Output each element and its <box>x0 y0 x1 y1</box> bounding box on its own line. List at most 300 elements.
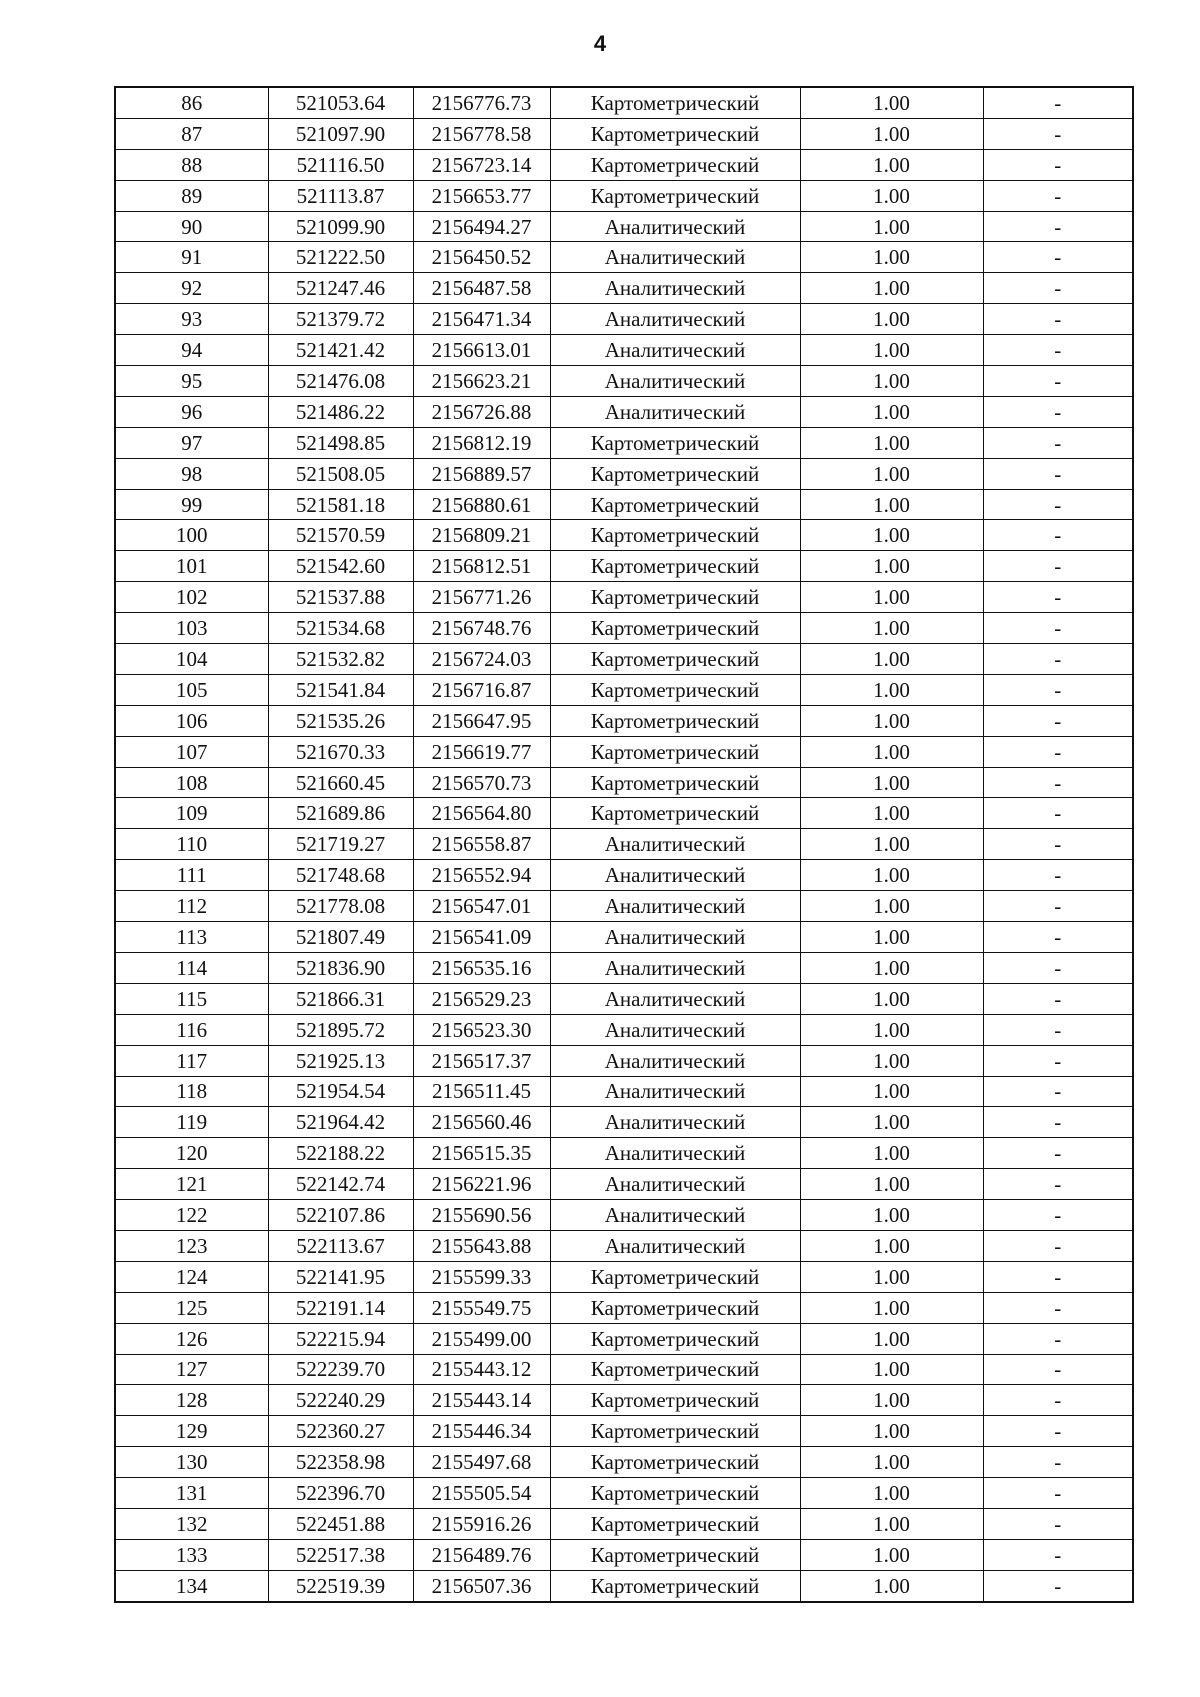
table-row <box>115 1478 1133 1509</box>
description-cell: - <box>983 613 1133 644</box>
point-number-cell: 99 <box>115 489 268 520</box>
y-coordinate-cell: 2155497.68 <box>413 1447 550 1478</box>
table-row <box>115 1169 1133 1200</box>
description-cell: - <box>983 1385 1133 1416</box>
description-cell: - <box>983 1447 1133 1478</box>
accuracy-cell: 1.00 <box>800 952 983 983</box>
y-coordinate-cell: 2156812.51 <box>413 551 550 582</box>
method-cell: Картометрический <box>550 1385 800 1416</box>
table-row <box>115 211 1133 242</box>
x-coordinate-cell: 521247.46 <box>268 273 413 304</box>
table-row <box>115 520 1133 551</box>
point-number-cell: 124 <box>115 1261 268 1292</box>
x-coordinate-cell: 521866.31 <box>268 983 413 1014</box>
table-row <box>115 366 1133 397</box>
y-coordinate-cell: 2156723.14 <box>413 149 550 180</box>
description-cell: - <box>983 304 1133 335</box>
point-number-cell: 133 <box>115 1539 268 1570</box>
method-cell: Аналитический <box>550 829 800 860</box>
accuracy-cell: 1.00 <box>800 983 983 1014</box>
table-row <box>115 87 1133 118</box>
description-cell: - <box>983 1076 1133 1107</box>
y-coordinate-cell: 2156511.45 <box>413 1076 550 1107</box>
method-cell: Картометрический <box>550 1354 800 1385</box>
accuracy-cell: 1.00 <box>800 1323 983 1354</box>
description-cell: - <box>983 520 1133 551</box>
y-coordinate-cell: 2156489.76 <box>413 1539 550 1570</box>
y-coordinate-cell: 2156547.01 <box>413 891 550 922</box>
y-coordinate-cell: 2156889.57 <box>413 458 550 489</box>
table-row <box>115 1261 1133 1292</box>
point-number-cell: 112 <box>115 891 268 922</box>
x-coordinate-cell: 521964.42 <box>268 1107 413 1138</box>
table-row <box>115 922 1133 953</box>
x-coordinate-cell: 521486.22 <box>268 396 413 427</box>
x-coordinate-cell: 521421.42 <box>268 335 413 366</box>
x-coordinate-cell: 521476.08 <box>268 366 413 397</box>
table-row <box>115 1508 1133 1539</box>
description-cell: - <box>983 458 1133 489</box>
y-coordinate-cell: 2156748.76 <box>413 613 550 644</box>
description-cell: - <box>983 1323 1133 1354</box>
description-cell: - <box>983 1138 1133 1169</box>
point-number-cell: 131 <box>115 1478 268 1509</box>
description-cell: - <box>983 983 1133 1014</box>
description-cell: - <box>983 582 1133 613</box>
x-coordinate-cell: 521535.26 <box>268 705 413 736</box>
description-cell: - <box>983 705 1133 736</box>
x-coordinate-cell: 522360.27 <box>268 1416 413 1447</box>
point-number-cell: 93 <box>115 304 268 335</box>
point-number-cell: 130 <box>115 1447 268 1478</box>
point-number-cell: 87 <box>115 118 268 149</box>
x-coordinate-cell: 522107.86 <box>268 1200 413 1231</box>
description-cell: - <box>983 644 1133 675</box>
table-row <box>115 1200 1133 1231</box>
table-row <box>115 582 1133 613</box>
y-coordinate-cell: 2156613.01 <box>413 335 550 366</box>
description-cell: - <box>983 273 1133 304</box>
accuracy-cell: 1.00 <box>800 674 983 705</box>
point-number-cell: 113 <box>115 922 268 953</box>
description-cell: - <box>983 1292 1133 1323</box>
table-row <box>115 273 1133 304</box>
method-cell: Аналитический <box>550 211 800 242</box>
accuracy-cell: 1.00 <box>800 211 983 242</box>
method-cell: Картометрический <box>550 674 800 705</box>
description-cell: - <box>983 1570 1133 1601</box>
table-row <box>115 829 1133 860</box>
y-coordinate-cell: 2156450.52 <box>413 242 550 273</box>
y-coordinate-cell: 2156221.96 <box>413 1169 550 1200</box>
method-cell: Картометрический <box>550 1416 800 1447</box>
point-number-cell: 125 <box>115 1292 268 1323</box>
method-cell: Аналитический <box>550 396 800 427</box>
table-row <box>115 736 1133 767</box>
accuracy-cell: 1.00 <box>800 922 983 953</box>
point-number-cell: 101 <box>115 551 268 582</box>
accuracy-cell: 1.00 <box>800 767 983 798</box>
point-number-cell: 107 <box>115 736 268 767</box>
method-cell: Картометрический <box>550 1539 800 1570</box>
accuracy-cell: 1.00 <box>800 273 983 304</box>
description-cell: - <box>983 1200 1133 1231</box>
y-coordinate-cell: 2156716.87 <box>413 674 550 705</box>
description-cell: - <box>983 242 1133 273</box>
x-coordinate-cell: 522519.39 <box>268 1570 413 1601</box>
accuracy-cell: 1.00 <box>800 1014 983 1045</box>
table-row <box>115 304 1133 335</box>
method-cell: Аналитический <box>550 891 800 922</box>
table-row <box>115 1323 1133 1354</box>
table-row <box>115 1076 1133 1107</box>
point-number-cell: 116 <box>115 1014 268 1045</box>
page-number: 4 <box>593 31 607 56</box>
point-number-cell: 98 <box>115 458 268 489</box>
x-coordinate-cell: 522215.94 <box>268 1323 413 1354</box>
accuracy-cell: 1.00 <box>800 1138 983 1169</box>
method-cell: Аналитический <box>550 922 800 953</box>
point-number-cell: 95 <box>115 366 268 397</box>
y-coordinate-cell: 2156776.73 <box>413 87 550 118</box>
y-coordinate-cell: 2156653.77 <box>413 180 550 211</box>
table-row <box>115 1570 1133 1601</box>
description-cell: - <box>983 1416 1133 1447</box>
accuracy-cell: 1.00 <box>800 242 983 273</box>
x-coordinate-cell: 521537.88 <box>268 582 413 613</box>
point-number-cell: 117 <box>115 1045 268 1076</box>
table-row <box>115 489 1133 520</box>
accuracy-cell: 1.00 <box>800 1570 983 1601</box>
method-cell: Картометрический <box>550 489 800 520</box>
description-cell: - <box>983 674 1133 705</box>
table-row <box>115 705 1133 736</box>
point-number-cell: 122 <box>115 1200 268 1231</box>
accuracy-cell: 1.00 <box>800 335 983 366</box>
point-number-cell: 102 <box>115 582 268 613</box>
table-row <box>115 891 1133 922</box>
y-coordinate-cell: 2155443.12 <box>413 1354 550 1385</box>
x-coordinate-cell: 521222.50 <box>268 242 413 273</box>
x-coordinate-cell: 521542.60 <box>268 551 413 582</box>
point-number-cell: 91 <box>115 242 268 273</box>
x-coordinate-cell: 521719.27 <box>268 829 413 860</box>
description-cell: - <box>983 1107 1133 1138</box>
point-number-cell: 94 <box>115 335 268 366</box>
accuracy-cell: 1.00 <box>800 304 983 335</box>
y-coordinate-cell: 2156541.09 <box>413 922 550 953</box>
accuracy-cell: 1.00 <box>800 1107 983 1138</box>
table-row <box>115 1107 1133 1138</box>
x-coordinate-cell: 521836.90 <box>268 952 413 983</box>
point-number-cell: 88 <box>115 149 268 180</box>
description-cell: - <box>983 1261 1133 1292</box>
accuracy-cell: 1.00 <box>800 860 983 891</box>
table-row <box>115 1539 1133 1570</box>
accuracy-cell: 1.00 <box>800 427 983 458</box>
x-coordinate-cell: 521532.82 <box>268 644 413 675</box>
description-cell: - <box>983 1045 1133 1076</box>
y-coordinate-cell: 2156619.77 <box>413 736 550 767</box>
table-row <box>115 1416 1133 1447</box>
table-row <box>115 1292 1133 1323</box>
table-row <box>115 1230 1133 1261</box>
point-number-cell: 134 <box>115 1570 268 1601</box>
description-cell: - <box>983 860 1133 891</box>
table-row <box>115 242 1133 273</box>
method-cell: Картометрический <box>550 427 800 458</box>
accuracy-cell: 1.00 <box>800 798 983 829</box>
x-coordinate-cell: 521508.05 <box>268 458 413 489</box>
x-coordinate-cell: 521925.13 <box>268 1045 413 1076</box>
x-coordinate-cell: 521097.90 <box>268 118 413 149</box>
x-coordinate-cell: 522141.95 <box>268 1261 413 1292</box>
y-coordinate-cell: 2156564.80 <box>413 798 550 829</box>
method-cell: Картометрический <box>550 613 800 644</box>
method-cell: Картометрический <box>550 1508 800 1539</box>
table-row <box>115 1447 1133 1478</box>
method-cell: Картометрический <box>550 767 800 798</box>
x-coordinate-cell: 522517.38 <box>268 1539 413 1570</box>
method-cell: Картометрический <box>550 87 800 118</box>
method-cell: Картометрический <box>550 180 800 211</box>
accuracy-cell: 1.00 <box>800 1447 983 1478</box>
table-row <box>115 180 1133 211</box>
accuracy-cell: 1.00 <box>800 180 983 211</box>
accuracy-cell: 1.00 <box>800 1076 983 1107</box>
table-row <box>115 427 1133 458</box>
description-cell: - <box>983 1508 1133 1539</box>
description-cell: - <box>983 118 1133 149</box>
method-cell: Картометрический <box>550 1478 800 1509</box>
description-cell: - <box>983 211 1133 242</box>
accuracy-cell: 1.00 <box>800 1354 983 1385</box>
description-cell: - <box>983 829 1133 860</box>
accuracy-cell: 1.00 <box>800 1230 983 1261</box>
point-number-cell: 128 <box>115 1385 268 1416</box>
method-cell: Аналитический <box>550 1045 800 1076</box>
table-row <box>115 396 1133 427</box>
accuracy-cell: 1.00 <box>800 1539 983 1570</box>
method-cell: Картометрический <box>550 149 800 180</box>
method-cell: Аналитический <box>550 1200 800 1231</box>
accuracy-cell: 1.00 <box>800 489 983 520</box>
method-cell: Картометрический <box>550 644 800 675</box>
y-coordinate-cell: 2155599.33 <box>413 1261 550 1292</box>
y-coordinate-cell: 2155916.26 <box>413 1508 550 1539</box>
x-coordinate-cell: 521570.59 <box>268 520 413 551</box>
description-cell: - <box>983 396 1133 427</box>
y-coordinate-cell: 2156558.87 <box>413 829 550 860</box>
method-cell: Аналитический <box>550 1107 800 1138</box>
method-cell: Картометрический <box>550 1570 800 1601</box>
x-coordinate-cell: 522142.74 <box>268 1169 413 1200</box>
point-number-cell: 105 <box>115 674 268 705</box>
x-coordinate-cell: 522191.14 <box>268 1292 413 1323</box>
y-coordinate-cell: 2156726.88 <box>413 396 550 427</box>
table-row <box>115 644 1133 675</box>
point-number-cell: 132 <box>115 1508 268 1539</box>
accuracy-cell: 1.00 <box>800 1508 983 1539</box>
y-coordinate-cell: 2156812.19 <box>413 427 550 458</box>
y-coordinate-cell: 2156570.73 <box>413 767 550 798</box>
accuracy-cell: 1.00 <box>800 87 983 118</box>
x-coordinate-cell: 521099.90 <box>268 211 413 242</box>
description-cell: - <box>983 1169 1133 1200</box>
y-coordinate-cell: 2156778.58 <box>413 118 550 149</box>
point-number-cell: 108 <box>115 767 268 798</box>
description-cell: - <box>983 798 1133 829</box>
method-cell: Картометрический <box>550 582 800 613</box>
accuracy-cell: 1.00 <box>800 613 983 644</box>
accuracy-cell: 1.00 <box>800 458 983 489</box>
y-coordinate-cell: 2156507.36 <box>413 1570 550 1601</box>
x-coordinate-cell: 521778.08 <box>268 891 413 922</box>
x-coordinate-cell: 521498.85 <box>268 427 413 458</box>
table-row <box>115 798 1133 829</box>
table-row <box>115 335 1133 366</box>
description-cell: - <box>983 1014 1133 1045</box>
x-coordinate-cell: 521660.45 <box>268 767 413 798</box>
point-number-cell: 89 <box>115 180 268 211</box>
point-number-cell: 127 <box>115 1354 268 1385</box>
point-number-cell: 114 <box>115 952 268 983</box>
description-cell: - <box>983 427 1133 458</box>
accuracy-cell: 1.00 <box>800 1200 983 1231</box>
y-coordinate-cell: 2155443.14 <box>413 1385 550 1416</box>
x-coordinate-cell: 521670.33 <box>268 736 413 767</box>
accuracy-cell: 1.00 <box>800 582 983 613</box>
method-cell: Картометрический <box>550 705 800 736</box>
point-number-cell: 129 <box>115 1416 268 1447</box>
x-coordinate-cell: 522240.29 <box>268 1385 413 1416</box>
y-coordinate-cell: 2156724.03 <box>413 644 550 675</box>
method-cell: Аналитический <box>550 860 800 891</box>
table-row <box>115 952 1133 983</box>
accuracy-cell: 1.00 <box>800 891 983 922</box>
y-coordinate-cell: 2156517.37 <box>413 1045 550 1076</box>
table-row <box>115 149 1133 180</box>
y-coordinate-cell: 2156471.34 <box>413 304 550 335</box>
point-number-cell: 115 <box>115 983 268 1014</box>
method-cell: Картометрический <box>550 1261 800 1292</box>
description-cell: - <box>983 489 1133 520</box>
description-cell: - <box>983 366 1133 397</box>
x-coordinate-cell: 521534.68 <box>268 613 413 644</box>
accuracy-cell: 1.00 <box>800 1416 983 1447</box>
method-cell: Аналитический <box>550 273 800 304</box>
table-row <box>115 1045 1133 1076</box>
method-cell: Картометрический <box>550 736 800 767</box>
description-cell: - <box>983 891 1133 922</box>
x-coordinate-cell: 522239.70 <box>268 1354 413 1385</box>
point-number-cell: 109 <box>115 798 268 829</box>
method-cell: Аналитический <box>550 1138 800 1169</box>
method-cell: Картометрический <box>550 1323 800 1354</box>
accuracy-cell: 1.00 <box>800 1045 983 1076</box>
point-number-cell: 92 <box>115 273 268 304</box>
description-cell: - <box>983 1539 1133 1570</box>
description-cell: - <box>983 952 1133 983</box>
coordinates-table-body <box>115 87 1133 1602</box>
x-coordinate-cell: 521541.84 <box>268 674 413 705</box>
y-coordinate-cell: 2156880.61 <box>413 489 550 520</box>
description-cell: - <box>983 767 1133 798</box>
method-cell: Аналитический <box>550 335 800 366</box>
method-cell: Аналитический <box>550 366 800 397</box>
table-row <box>115 767 1133 798</box>
accuracy-cell: 1.00 <box>800 1261 983 1292</box>
method-cell: Аналитический <box>550 952 800 983</box>
method-cell: Картометрический <box>550 458 800 489</box>
y-coordinate-cell: 2156535.16 <box>413 952 550 983</box>
description-cell: - <box>983 1478 1133 1509</box>
x-coordinate-cell: 522451.88 <box>268 1508 413 1539</box>
accuracy-cell: 1.00 <box>800 736 983 767</box>
accuracy-cell: 1.00 <box>800 520 983 551</box>
method-cell: Аналитический <box>550 1169 800 1200</box>
x-coordinate-cell: 521116.50 <box>268 149 413 180</box>
table-row <box>115 458 1133 489</box>
point-number-cell: 90 <box>115 211 268 242</box>
method-cell: Аналитический <box>550 304 800 335</box>
table-row <box>115 860 1133 891</box>
description-cell: - <box>983 335 1133 366</box>
point-number-cell: 119 <box>115 1107 268 1138</box>
accuracy-cell: 1.00 <box>800 366 983 397</box>
method-cell: Картометрический <box>550 551 800 582</box>
x-coordinate-cell: 521895.72 <box>268 1014 413 1045</box>
x-coordinate-cell: 521954.54 <box>268 1076 413 1107</box>
accuracy-cell: 1.00 <box>800 1385 983 1416</box>
method-cell: Картометрический <box>550 520 800 551</box>
point-number-cell: 126 <box>115 1323 268 1354</box>
accuracy-cell: 1.00 <box>800 149 983 180</box>
table-row <box>115 1138 1133 1169</box>
point-number-cell: 121 <box>115 1169 268 1200</box>
method-cell: Картометрический <box>550 798 800 829</box>
y-coordinate-cell: 2156487.58 <box>413 273 550 304</box>
y-coordinate-cell: 2155499.00 <box>413 1323 550 1354</box>
accuracy-cell: 1.00 <box>800 1292 983 1323</box>
description-cell: - <box>983 87 1133 118</box>
table-row <box>115 1014 1133 1045</box>
accuracy-cell: 1.00 <box>800 644 983 675</box>
x-coordinate-cell: 521748.68 <box>268 860 413 891</box>
description-cell: - <box>983 551 1133 582</box>
table-row <box>115 551 1133 582</box>
point-number-cell: 97 <box>115 427 268 458</box>
y-coordinate-cell: 2156771.26 <box>413 582 550 613</box>
point-number-cell: 103 <box>115 613 268 644</box>
accuracy-cell: 1.00 <box>800 396 983 427</box>
description-cell: - <box>983 736 1133 767</box>
y-coordinate-cell: 2156647.95 <box>413 705 550 736</box>
y-coordinate-cell: 2156523.30 <box>413 1014 550 1045</box>
method-cell: Аналитический <box>550 1076 800 1107</box>
y-coordinate-cell: 2155690.56 <box>413 1200 550 1231</box>
y-coordinate-cell: 2155505.54 <box>413 1478 550 1509</box>
accuracy-cell: 1.00 <box>800 1169 983 1200</box>
y-coordinate-cell: 2156623.21 <box>413 366 550 397</box>
point-number-cell: 100 <box>115 520 268 551</box>
point-number-cell: 118 <box>115 1076 268 1107</box>
point-number-cell: 86 <box>115 87 268 118</box>
table-row <box>115 674 1133 705</box>
accuracy-cell: 1.00 <box>800 1478 983 1509</box>
point-number-cell: 106 <box>115 705 268 736</box>
x-coordinate-cell: 522396.70 <box>268 1478 413 1509</box>
